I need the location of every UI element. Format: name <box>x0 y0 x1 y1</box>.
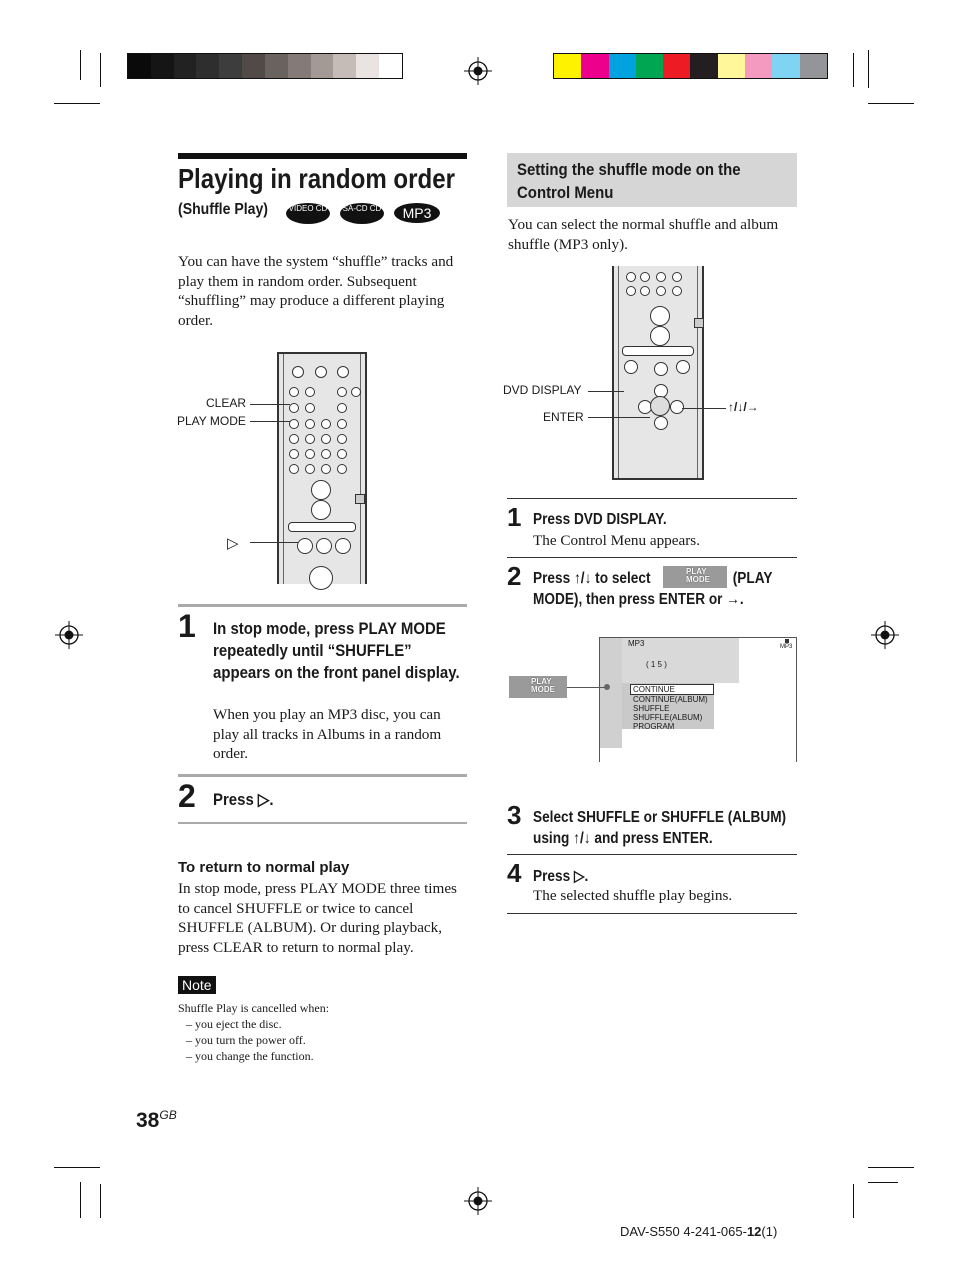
calibration-swatch <box>554 54 581 78</box>
calibration-swatch <box>636 54 663 78</box>
page-number: $38^{GB}$ <box>136 1108 177 1132</box>
note-block <box>178 1000 329 1064</box>
note-intro: Shuffle Play is cancelled when: <box>178 1001 330 1015</box>
step1-rule <box>178 604 467 607</box>
callout-dot <box>604 684 610 690</box>
enter-label: ENTER <box>543 410 584 424</box>
r-step1-rule <box>507 498 797 499</box>
clear-leader-line <box>250 404 290 405</box>
menu-option[interactable]: SHUFFLE(ALBUM) <box>633 713 703 722</box>
r-step1-heading: Press DVD DISPLAY. <box>533 511 667 528</box>
r-step4-heading: Press ▷. <box>533 868 589 885</box>
section-title: Setting the shuffle mode on the Control Menu <box>517 160 741 202</box>
calibration-swatch <box>174 54 197 78</box>
step1-number: 1 <box>178 608 196 644</box>
calibration-swatch <box>151 54 174 78</box>
intro-paragraph: You can have the system “shuffle” tracks and play them in random order. Subsequent “shuffling” may produce a different playing order. <box>178 253 454 329</box>
calibration-swatch <box>356 54 379 78</box>
note-item: – you turn the power off. <box>186 1033 306 1047</box>
calibration-swatch <box>265 54 288 78</box>
dvd-display-leader-line <box>588 391 624 392</box>
return-heading: To return to normal play <box>178 859 350 876</box>
r-step3-number: 3 <box>507 800 522 830</box>
note-item: – you change the function. <box>186 1049 314 1063</box>
r-bottom-rule <box>507 913 797 914</box>
sacd-disc-icon: SA-CD CD <box>340 203 384 224</box>
play-symbol-label: ▷ <box>227 535 239 552</box>
step1-text: When you play an MP3 disc, you can play all tracks in Albums in a random order. <box>213 706 442 763</box>
calibration-swatch <box>333 54 356 78</box>
calibration-swatch <box>772 54 799 78</box>
menu-count-text: ( 1 5 ) <box>646 660 667 669</box>
step2-heading: Press ▷. <box>213 790 274 809</box>
calibration-swatch <box>745 54 772 78</box>
registration-target-icon <box>463 56 493 86</box>
menu-option[interactable]: CONTINUE <box>630 684 714 695</box>
calibration-swatch <box>219 54 242 78</box>
registration-target-icon <box>54 620 84 650</box>
arrows-leader-line <box>682 408 726 409</box>
step2-bottom-rule <box>178 822 467 824</box>
play-mode-label: PLAY MODE <box>177 414 246 428</box>
calibration-swatch <box>311 54 334 78</box>
calibration-swatch <box>288 54 311 78</box>
play-mode-leader-line <box>250 421 290 422</box>
arrow-keys-label: ↑/↓/→ <box>728 400 759 414</box>
step2-rule <box>178 774 467 777</box>
calibration-swatch <box>718 54 745 78</box>
menu-option[interactable]: PROGRAM <box>633 722 675 731</box>
calibration-swatch <box>663 54 690 78</box>
step2-number: 2 <box>178 778 196 814</box>
r-step2-heading-a: Press ↑/↓ to select <box>533 570 651 587</box>
note-item: – you eject the disc. <box>186 1017 282 1031</box>
calibration-swatch <box>690 54 717 78</box>
play-mode-icon-inline: PLAY MODE <box>663 566 727 588</box>
play-mode-icon-callout: PLAY MODE <box>509 676 567 698</box>
grayscale-calibration-bar <box>127 53 403 79</box>
subtitle-row <box>178 201 280 219</box>
subtitle: (Shuffle Play) <box>178 201 268 218</box>
registration-target-icon <box>870 620 900 650</box>
calibration-swatch <box>128 54 151 78</box>
clear-label: CLEAR <box>206 396 247 410</box>
enter-leader-line <box>588 417 650 418</box>
calibration-swatch <box>379 54 402 78</box>
r-step3-heading: Select SHUFFLE or SHUFFLE (ALBUM) using ↑/↓ and press ENTER. <box>533 809 787 847</box>
calibration-swatch <box>581 54 608 78</box>
remote-control-illustration <box>277 352 367 584</box>
r-step1-number: 1 <box>507 502 522 532</box>
right-intro: You can select the normal shuffle and album shuffle (MP3 only). <box>508 216 779 253</box>
r-step2-heading-b: (PLAY MODE), then press ENTER or →. <box>533 570 773 608</box>
play-leader-line <box>250 542 298 543</box>
r-step4-text: The selected shuffle play begins. <box>533 887 733 904</box>
r-step2-number: 2 <box>507 561 522 591</box>
menu-option[interactable]: CONTINUE(ALBUM) <box>633 695 708 704</box>
r-step2-rule <box>507 557 797 558</box>
calibration-swatch <box>196 54 219 78</box>
remote-control-illustration-2 <box>612 266 704 480</box>
r-step4-rule <box>507 854 797 855</box>
color-calibration-bar <box>553 53 828 79</box>
page-number-suffix: GB <box>159 1108 177 1122</box>
return-text: In stop mode, press PLAY MODE three times to cancel SHUFFLE or twice to cancel SHUFFLE (ALBUM). Or during playback, press CLEAR to return to normal play. <box>178 880 457 956</box>
video-cd-disc-icon: VIDEO CD <box>286 203 330 224</box>
r-step1-text: The Control Menu appears. <box>533 532 701 549</box>
dvd-display-label: DVD DISPLAY <box>503 383 582 397</box>
menu-top-left-text: MP3 <box>628 639 645 648</box>
menu-options <box>630 684 715 731</box>
calibration-swatch <box>609 54 636 78</box>
control-menu-screen <box>599 637 797 762</box>
mp3-disc-icon: MP3 <box>394 203 440 223</box>
footer-code: DAV-S550 4-241-065-12(1) <box>620 1224 778 1239</box>
menu-top-right-text: MP3 <box>780 644 793 650</box>
menu-option[interactable]: SHUFFLE <box>633 704 670 713</box>
title-rule <box>178 153 467 159</box>
registration-target-icon <box>463 1186 493 1216</box>
note-label: Note <box>178 976 216 994</box>
r-step4-number: 4 <box>507 858 522 888</box>
callout-leader-line <box>567 687 607 688</box>
page-title: Playing in random order <box>178 163 455 194</box>
calibration-swatch <box>242 54 265 78</box>
step1-heading: In stop mode, press PLAY MODE repeatedly until “SHUFFLE” appears on the front panel display. <box>213 619 460 682</box>
calibration-swatch <box>800 54 827 78</box>
